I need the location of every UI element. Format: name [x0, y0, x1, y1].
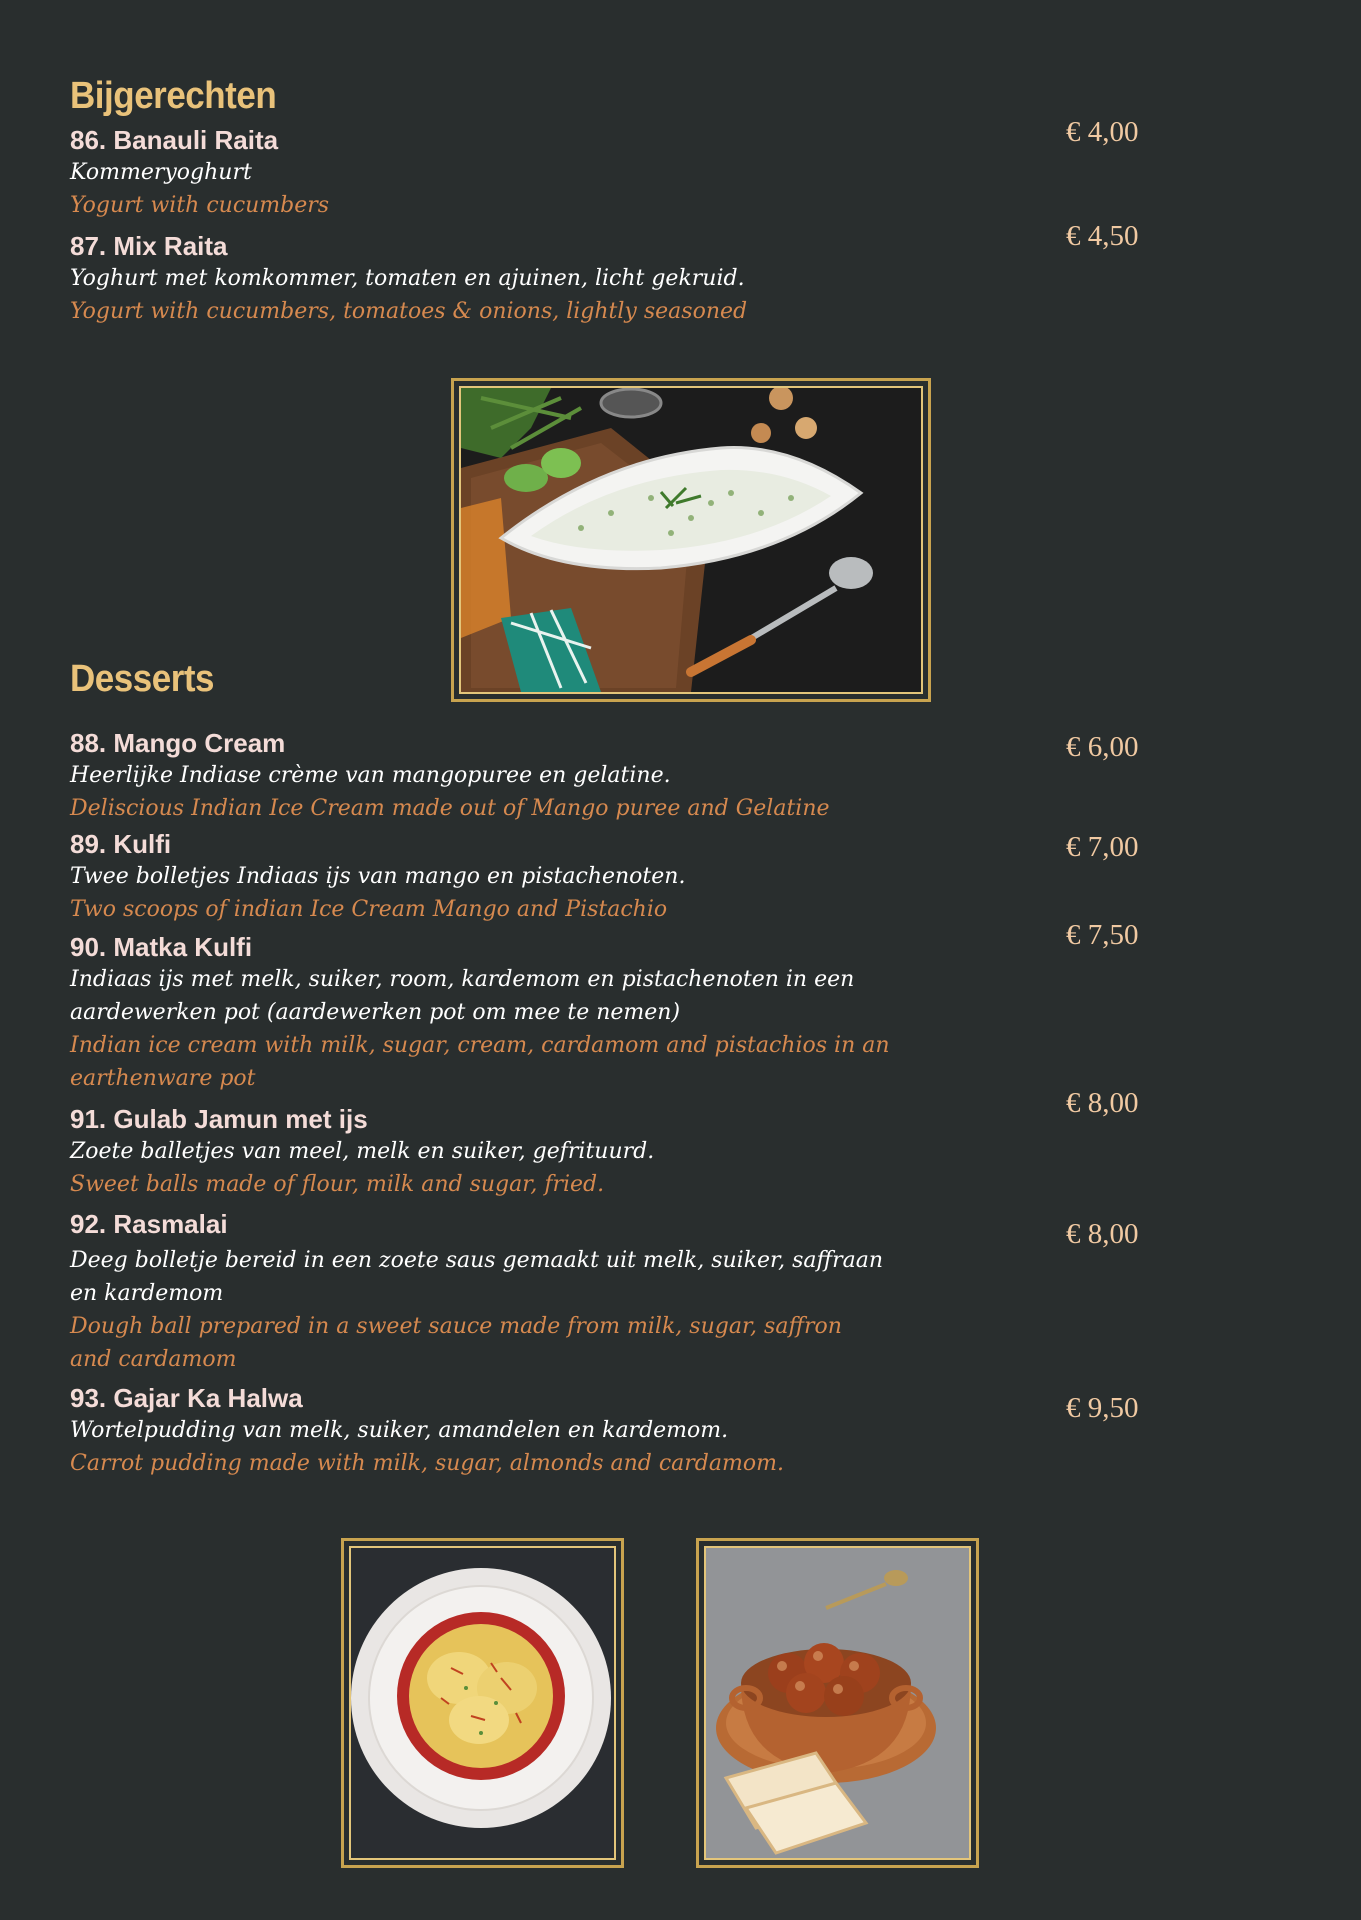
item-description-en: Yogurt with cucumbers, tomatoes & onions, lightly seasoned — [70, 299, 748, 324]
item-price-93: € 9,50 — [1066, 1392, 1139, 1424]
item-description-nl-line-2: aardewerken pot (aardewerken pot om mee te nemen) — [70, 1000, 681, 1025]
item-name: 91. Gulab Jamun met ijs — [70, 1104, 368, 1134]
item-description-en: Two scoops of indian Ice Cream Mango and Pistachio — [70, 897, 668, 922]
item-price-92: € 8,00 — [1066, 1218, 1139, 1250]
menu-item-90 — [70, 931, 970, 1095]
item-description-en: Yogurt with cucumbers — [70, 193, 330, 218]
raita-photo — [451, 378, 931, 702]
item-price-87: € 4,50 — [1066, 220, 1139, 252]
menu-item-89 — [70, 828, 970, 926]
item-description-en-line-2: earthenware pot — [70, 1066, 256, 1091]
item-description-en: Carrot pudding made with milk, sugar, almonds and cardamom. — [70, 1451, 784, 1476]
item-price-91: € 8,00 — [1066, 1087, 1139, 1119]
item-description-en-line-1: Indian ice cream with milk, sugar, cream, cardamom and pistachios in an — [70, 1033, 890, 1058]
item-description-nl-line-1: Deeg bolletje bereid in een zoete saus gemaakt uit melk, suiker, saffraan — [70, 1248, 884, 1273]
gulab-jamun-photo-image — [706, 1548, 969, 1858]
rasmalai-photo-image — [351, 1548, 614, 1858]
item-price-86: € 4,00 — [1066, 116, 1139, 148]
item-description-nl: Heerlijke Indiase crème van mangopuree en gelatine. — [70, 763, 671, 788]
item-description-en-line-2: and cardamom — [70, 1347, 237, 1372]
item-description-nl-line-2: en kardemom — [70, 1281, 224, 1306]
menu-item-93 — [70, 1382, 970, 1480]
section-title-desserts: Desserts — [70, 658, 215, 700]
item-description-nl: Twee bolletjes Indiaas ijs van mango en pistachenoten. — [70, 864, 686, 889]
raita-photo-image — [461, 388, 921, 692]
menu-item-86 — [70, 124, 970, 222]
item-name: 88. Mango Cream — [70, 728, 286, 758]
item-name: 86. Banauli Raita — [70, 125, 279, 155]
menu-item-92 — [70, 1208, 970, 1376]
item-description-en-line-1: Dough ball prepared in a sweet sauce made from milk, sugar, saffron — [70, 1314, 842, 1339]
item-price-89: € 7,00 — [1066, 831, 1139, 863]
item-description-nl: Zoete balletjes van meel, melk en suiker, gefrituurd. — [70, 1139, 655, 1164]
item-description-nl-line-1: Indiaas ijs met melk, suiker, room, kardemom en pistachenoten in een — [70, 967, 855, 992]
item-name: 90. Matka Kulfi — [70, 932, 253, 962]
item-description-nl: Kommeryoghurt — [70, 160, 252, 185]
item-description-nl: Wortelpudding van melk, suiker, amandelen en kardemom. — [70, 1418, 729, 1443]
item-description-nl: Yoghurt met komkommer, tomaten en ajuinen, licht gekruid. — [70, 266, 745, 291]
menu-item-88 — [70, 727, 970, 825]
item-name: 92. Rasmalai — [70, 1209, 228, 1239]
menu-item-91 — [70, 1103, 970, 1201]
gulab-jamun-photo — [696, 1538, 979, 1868]
item-name: 93. Gajar Ka Halwa — [70, 1383, 303, 1413]
item-price-88: € 6,00 — [1066, 731, 1139, 763]
section-title-bijgerechten: Bijgerechten — [70, 75, 277, 117]
menu-item-87 — [70, 230, 970, 328]
rasmalai-photo — [341, 1538, 624, 1868]
item-name: 89. Kulfi — [70, 829, 172, 859]
item-description-en: Deliscious Indian Ice Cream made out of Mango puree and Gelatine — [70, 796, 830, 821]
item-price-90: € 7,50 — [1066, 919, 1139, 951]
item-name: 87. Mix Raita — [70, 231, 228, 261]
item-description-en: Sweet balls made of flour, milk and sugar, fried. — [70, 1172, 605, 1197]
